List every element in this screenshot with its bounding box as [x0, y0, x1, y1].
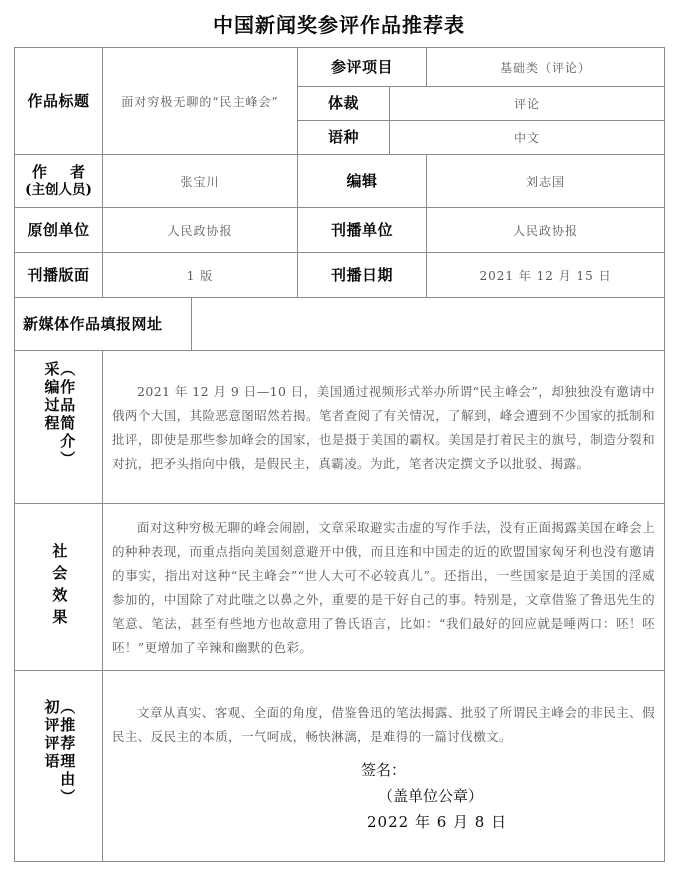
author-value: 张宝川 — [180, 174, 220, 189]
table-row-origin-publish-unit — [15, 208, 665, 253]
category-label: 参评项目 — [331, 57, 394, 76]
category-value: 基础类（评论） — [500, 60, 592, 75]
cell-work-title-label — [15, 48, 103, 155]
cell-work-title-value — [103, 48, 298, 155]
cell-language-label — [298, 121, 390, 155]
process-text-body — [103, 370, 664, 484]
cell-origin-unit-label — [15, 208, 103, 253]
effect-label: 社会效果 — [50, 543, 69, 631]
publish-unit-value: 人民政协报 — [513, 223, 579, 238]
cell-recommendation-label — [15, 671, 103, 862]
cell-publish-date-value — [427, 253, 665, 298]
cell-author-label — [15, 155, 103, 208]
cell-editor-value — [427, 155, 665, 208]
cell-language-value — [390, 121, 665, 155]
publish-date-value: 2021 年 12 月 15 日 — [479, 268, 612, 283]
process-label-right-column: （作品简介） — [58, 361, 77, 469]
recommendation-label-left-column: 初评评语 — [42, 699, 61, 771]
origin-unit-label: 原创单位 — [27, 220, 90, 239]
signature-date: 2022 年 6 月 8 日 — [367, 813, 508, 832]
table-row-title-category — [15, 48, 665, 87]
cell-editor-label — [298, 155, 427, 208]
table-row-newmedia-url — [15, 298, 665, 351]
signature-block — [103, 757, 664, 842]
cell-process-label — [15, 351, 103, 504]
cell-genre-label — [298, 87, 390, 121]
genre-value: 评论 — [514, 97, 541, 111]
cell-publish-date-label — [298, 253, 427, 298]
table-row-process — [15, 351, 665, 504]
cell-effect-label — [15, 504, 103, 671]
language-value: 中文 — [514, 131, 541, 145]
recommendation-label-vertical — [15, 671, 102, 861]
cell-genre-value — [390, 87, 665, 121]
cell-category-label — [298, 48, 427, 87]
language-label: 语种 — [327, 128, 359, 147]
newmedia-url-label: 新媒体作品填报网址 — [23, 314, 163, 333]
process-text: 2021 年 12 月 9 日—10 日，美国通过视频形式举办所谓“民主峰会”，却独独没有邀请中俄两个大国，其险恶意图昭然若揭。笔者查阅了有关情况，了解到，峰会遭到不少国家的抵制和批评，即使是那些参加峰会的国家，也是摄于美国的霸权。美国是打着民主的旗号，制造分裂和对抗，把矛头指向中俄，是假民主，真霸凌。为此，笔者决定撰文予以批驳、揭露。 — [112, 384, 656, 471]
signature-label[interactable]: 签名： — [361, 760, 407, 779]
cell-publish-page-label — [15, 253, 103, 298]
publish-unit-label: 刊播单位 — [331, 220, 394, 239]
editor-label: 编辑 — [346, 171, 378, 190]
recommendation-text-body — [103, 691, 664, 757]
effect-label-vertical — [15, 504, 102, 670]
cell-publish-page-value — [103, 253, 298, 298]
effect-text: 面对这种穷极无聊的峰会闹剧，文章采取避实击虚的写作手法，没有正面揭露美国在峰会上的种种表现，而重点指向美国刻意避开中俄，而且连和中国走的近的欧盟国家匈牙利也没有邀请的事实，指出对这种“民主峰会”“世人大可不必较真儿”。还指出，一些国家是迫于美国的淫威参加的，中国除了对此嗤之以鼻之外，重要的是干好自己的事。特别是，文章借鉴了鲁迅先生的笔意、笔法，甚至有些地方也故意用了鲁氏语言，比如：“我们最好的回应就是唾两口：呸！呸呸！”更增加了辛辣和幽默的色彩。 — [112, 520, 656, 655]
table-row-effect — [15, 504, 665, 671]
cell-newmedia-url-label — [15, 298, 192, 351]
table-row-author-editor — [15, 155, 665, 208]
work-title-label: 作品标题 — [27, 91, 90, 110]
cell-recommendation-text[interactable] — [103, 671, 665, 862]
editor-value: 刘志国 — [526, 174, 566, 189]
genre-label: 体裁 — [327, 94, 359, 113]
origin-unit-value: 人民政协报 — [167, 223, 233, 238]
publish-date-label: 刊播日期 — [331, 265, 394, 284]
seal-note: （盖单位公章） — [378, 786, 484, 805]
cell-publish-unit-label — [298, 208, 427, 253]
work-title-value: 面对穷极无聊的“民主峰会” — [121, 94, 279, 109]
cell-newmedia-url-value[interactable] — [192, 298, 665, 351]
page-title: 中国新闻奖参评作品推荐表 — [213, 13, 465, 37]
author-label-line2: (主创人员) — [25, 181, 92, 198]
process-label-left-column: 采编过程 — [42, 361, 61, 433]
cell-publish-unit-value — [427, 208, 665, 253]
table-row-recommendation — [15, 671, 665, 862]
cell-author-value — [103, 155, 298, 208]
recommendation-label-right-column: （推荐理由） — [58, 699, 77, 807]
process-label-vertical — [15, 351, 102, 503]
recommendation-text: 文章从真实、客观、全面的角度，借鉴鲁迅的笔法揭露、批驳了所谓民主峰会的非民主、假民主、反民主的本质，一气呵成，畅快淋漓，是难得的一篇讨伐檄文。 — [112, 704, 656, 744]
recommendation-form-table — [14, 47, 665, 862]
cell-process-text[interactable] — [103, 351, 665, 504]
effect-text-body — [103, 506, 664, 668]
table-row-page-date — [15, 253, 665, 298]
cell-origin-unit-value — [103, 208, 298, 253]
publish-page-label: 刊播版面 — [27, 265, 90, 284]
cell-effect-text[interactable] — [103, 504, 665, 671]
author-label-line1: 作 者 — [31, 163, 89, 182]
publish-page-value: 1 版 — [186, 268, 214, 283]
cell-category-value — [427, 48, 665, 87]
